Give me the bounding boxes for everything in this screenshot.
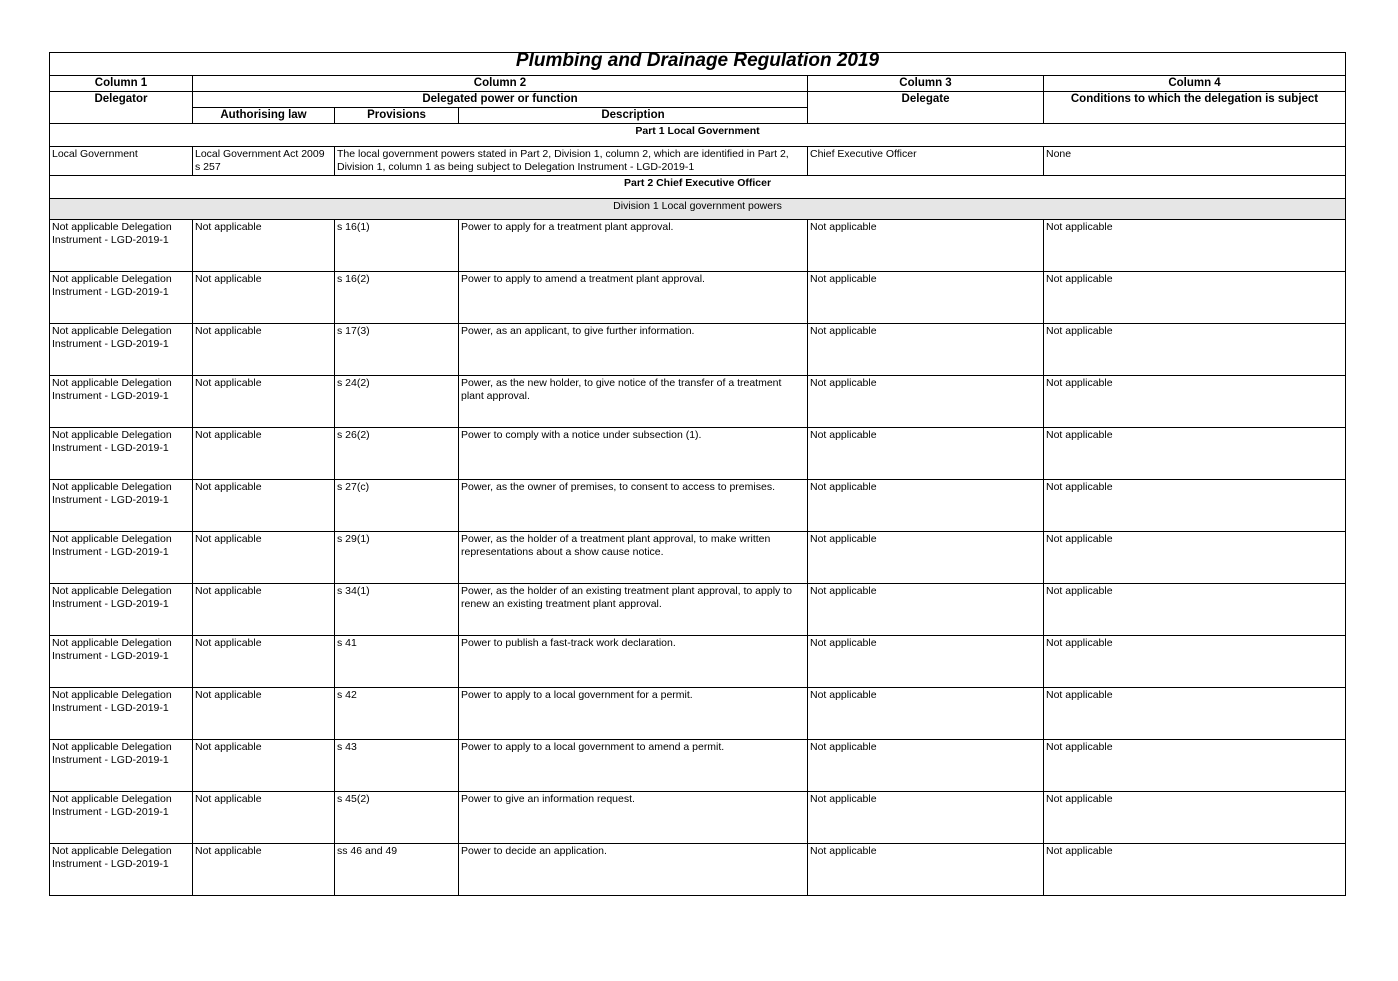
delegator-cell: Not applicable Delegation Instrument - LGD-2019-1: [50, 844, 193, 896]
authorising-law-header: Authorising law: [193, 108, 335, 124]
authorising-law-cell: Not applicable: [193, 584, 335, 636]
table-row: [50, 220, 1346, 272]
table-row: [50, 376, 1346, 428]
table-row: [50, 584, 1346, 636]
description-cell: Power, as the holder of an existing treatment plant approval, to apply to renew an existing treatment plant approval.: [459, 584, 808, 636]
delegator-cell: Not applicable Delegation Instrument - LGD-2019-1: [50, 792, 193, 844]
delegate-cell: Not applicable: [808, 688, 1044, 740]
table-row: [50, 324, 1346, 376]
conditions-cell: Not applicable: [1044, 220, 1346, 272]
conditions-cell: Not applicable: [1044, 324, 1346, 376]
table-row: [50, 147, 1346, 176]
delegator-cell: Not applicable Delegation Instrument - LGD-2019-1: [50, 428, 193, 480]
description-cell: Power, as the new holder, to give notice of the transfer of a treatment plant approval.: [459, 376, 808, 428]
authorising-law-cell: Not applicable: [193, 272, 335, 324]
table-row: [50, 740, 1346, 792]
description-cell: Power to decide an application.: [459, 844, 808, 896]
delegate-cell: Not applicable: [808, 636, 1044, 688]
conditions-cell: Not applicable: [1044, 428, 1346, 480]
provisions-cell: s 27(c): [335, 480, 459, 532]
description-cell: Power to apply to a local government to amend a permit.: [459, 740, 808, 792]
authorising-law-cell: Not applicable: [193, 532, 335, 584]
delegate-cell: Not applicable: [808, 480, 1044, 532]
authorising-law-cell: Not applicable: [193, 428, 335, 480]
conditions-cell: Not applicable: [1044, 376, 1346, 428]
delegate-cell: Not applicable: [808, 428, 1044, 480]
description-cell: Power to apply to amend a treatment plant approval.: [459, 272, 808, 324]
description-cell: Power, as the owner of premises, to consent to access to premises.: [459, 480, 808, 532]
delegate-cell: Chief Executive Officer: [808, 147, 1044, 176]
authorising-law-cell: Not applicable: [193, 636, 335, 688]
table-row: [50, 844, 1346, 896]
provisions-cell: s 43: [335, 740, 459, 792]
delegator-header: Delegator: [50, 92, 193, 124]
authorising-law-cell: Not applicable: [193, 324, 335, 376]
authorising-law-cell: Not applicable: [193, 844, 335, 896]
table-row: [50, 792, 1346, 844]
delegator-cell: Not applicable Delegation Instrument - LGD-2019-1: [50, 740, 193, 792]
delegator-cell: Not applicable Delegation Instrument - LGD-2019-1: [50, 272, 193, 324]
conditions-cell: None: [1044, 147, 1346, 176]
delegator-cell: Not applicable Delegation Instrument - LGD-2019-1: [50, 220, 193, 272]
table-row: [50, 688, 1346, 740]
delegate-cell: Not applicable: [808, 740, 1044, 792]
description-cell: Power to publish a fast-track work declaration.: [459, 636, 808, 688]
provisions-cell: ss 46 and 49: [335, 844, 459, 896]
description-cell: The local government powers stated in Part 2, Division 1, column 2, which are identified in Part 2, Division 1, column 1 as being subject to Delegation Instrument - LGD-2019-1: [335, 147, 808, 176]
conditions-header: Conditions to which the delegation is subject: [1044, 92, 1346, 124]
delegate-cell: Not applicable: [808, 376, 1044, 428]
conditions-cell: Not applicable: [1044, 480, 1346, 532]
table-row: [50, 636, 1346, 688]
description-header: Description: [459, 108, 808, 124]
table-row: [50, 480, 1346, 532]
delegator-cell: Not applicable Delegation Instrument - LGD-2019-1: [50, 376, 193, 428]
delegate-cell: Not applicable: [808, 844, 1044, 896]
division-1-heading: Division 1 Local government powers: [50, 199, 1346, 220]
delegate-cell: Not applicable: [808, 324, 1044, 376]
description-cell: Power to apply to a local government for a permit.: [459, 688, 808, 740]
description-cell: Power, as the holder of a treatment plant approval, to make written representations about a show cause notice.: [459, 532, 808, 584]
part-1-heading: Part 1 Local Government: [50, 124, 1346, 147]
provisions-cell: s 34(1): [335, 584, 459, 636]
column-1-header: Column 1: [50, 76, 193, 92]
provisions-cell: s 16(1): [335, 220, 459, 272]
authorising-law-cell: Not applicable: [193, 740, 335, 792]
delegate-cell: Not applicable: [808, 532, 1044, 584]
delegate-cell: Not applicable: [808, 272, 1044, 324]
authorising-law-cell: Not applicable: [193, 688, 335, 740]
provisions-cell: s 41: [335, 636, 459, 688]
delegate-header: Delegate: [808, 92, 1044, 124]
delegator-cell: Not applicable Delegation Instrument - LGD-2019-1: [50, 688, 193, 740]
table-row: [50, 428, 1346, 480]
authorising-law-cell: Local Government Act 2009 s 257: [193, 147, 335, 176]
delegate-cell: Not applicable: [808, 792, 1044, 844]
authorising-law-cell: Not applicable: [193, 220, 335, 272]
delegator-cell: Local Government: [50, 147, 193, 176]
provisions-cell: s 45(2): [335, 792, 459, 844]
description-cell: Power to give an information request.: [459, 792, 808, 844]
provisions-cell: s 26(2): [335, 428, 459, 480]
provisions-cell: s 17(3): [335, 324, 459, 376]
table-row: [50, 272, 1346, 324]
delegator-cell: Not applicable Delegation Instrument - LGD-2019-1: [50, 584, 193, 636]
delegator-cell: Not applicable Delegation Instrument - LGD-2019-1: [50, 324, 193, 376]
conditions-cell: Not applicable: [1044, 636, 1346, 688]
conditions-cell: Not applicable: [1044, 532, 1346, 584]
description-cell: Power to apply for a treatment plant approval.: [459, 220, 808, 272]
table-row: [50, 532, 1346, 584]
provisions-cell: s 16(2): [335, 272, 459, 324]
description-cell: Power to comply with a notice under subsection (1).: [459, 428, 808, 480]
delegate-cell: Not applicable: [808, 220, 1044, 272]
authorising-law-cell: Not applicable: [193, 792, 335, 844]
conditions-cell: Not applicable: [1044, 844, 1346, 896]
authorising-law-cell: Not applicable: [193, 376, 335, 428]
column-2-header: Column 2: [193, 76, 808, 92]
provisions-header: Provisions: [335, 108, 459, 124]
conditions-cell: Not applicable: [1044, 792, 1346, 844]
provisions-cell: s 24(2): [335, 376, 459, 428]
conditions-cell: Not applicable: [1044, 740, 1346, 792]
provisions-cell: s 29(1): [335, 532, 459, 584]
delegator-cell: Not applicable Delegation Instrument - LGD-2019-1: [50, 480, 193, 532]
delegation-table: [49, 52, 1346, 896]
delegator-cell: Not applicable Delegation Instrument - LGD-2019-1: [50, 636, 193, 688]
delegator-cell: Not applicable Delegation Instrument - LGD-2019-1: [50, 532, 193, 584]
column-4-header: Column 4: [1044, 76, 1346, 92]
column-3-header: Column 3: [808, 76, 1044, 92]
page-title: Plumbing and Drainage Regulation 2019: [50, 53, 1346, 76]
delegate-cell: Not applicable: [808, 584, 1044, 636]
description-cell: Power, as an applicant, to give further information.: [459, 324, 808, 376]
provisions-cell: s 42: [335, 688, 459, 740]
conditions-cell: Not applicable: [1044, 688, 1346, 740]
conditions-cell: Not applicable: [1044, 272, 1346, 324]
part-2-heading: Part 2 Chief Executive Officer: [50, 176, 1346, 199]
authorising-law-cell: Not applicable: [193, 480, 335, 532]
delegated-power-header: Delegated power or function: [193, 92, 808, 108]
conditions-cell: Not applicable: [1044, 584, 1346, 636]
